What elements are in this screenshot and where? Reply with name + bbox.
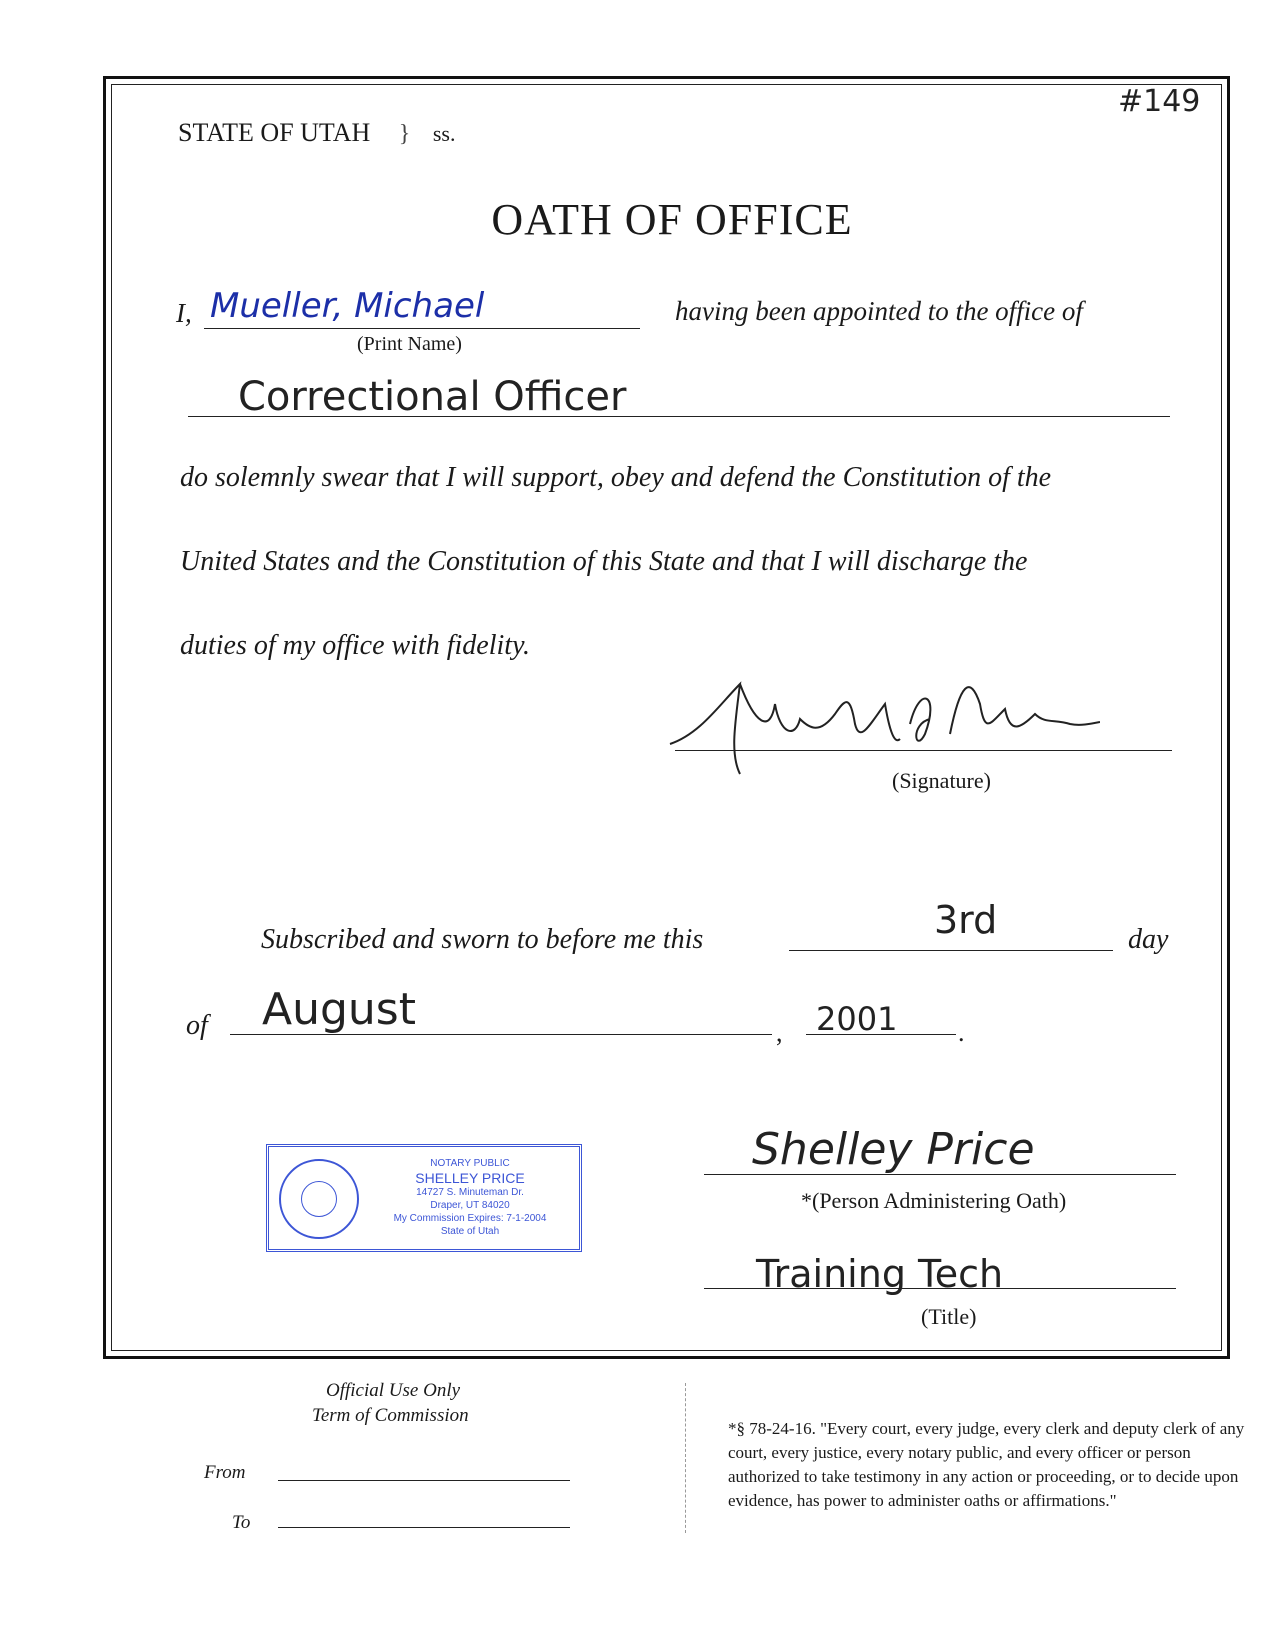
notary-stamp-text <box>365 1157 575 1238</box>
of-label: of <box>186 1010 208 1041</box>
from-label: From <box>204 1462 246 1483</box>
day-handwritten: 3rd <box>934 898 998 942</box>
title-line <box>704 1288 1176 1289</box>
signature-label: (Signature) <box>892 768 991 793</box>
subscribed-text: Subscribed and sworn to before me this <box>261 924 704 955</box>
title-handwritten: Training Tech <box>756 1252 1004 1296</box>
footer-divider <box>685 1383 686 1533</box>
state-seal-icon <box>279 1159 359 1239</box>
print-name-label: (Print Name) <box>357 333 462 355</box>
notary-line-3: 14727 S. Minuteman Dr. <box>416 1187 524 1198</box>
statute-text: *§ 78-24-16. "Every court, every judge, every clerk and deputy clerk of any court, every justice, every notary public, and every officer or person authorized to take testimony in any action or proceeding, or to decide upon evidence, has power to administer oaths or affirmations." <box>728 1419 1245 1510</box>
name-handwritten: Mueller, Michael <box>210 286 485 326</box>
notary-stamp <box>266 1144 582 1252</box>
oath-line-1: do solemnly swear that I will support, obey and defend the Constitution of the <box>180 462 1052 493</box>
notary-line-5: My Commission Expires: 7-1-2004 <box>393 1213 547 1224</box>
administrator-handwritten: Shelley Price <box>752 1124 1035 1175</box>
administrator-line <box>704 1174 1176 1175</box>
appointed-text: having been appointed to the office of <box>675 296 1083 326</box>
notary-line-4: Draper, UT 84020 <box>430 1200 510 1211</box>
title-label: (Title) <box>921 1304 977 1329</box>
day-label: day <box>1128 924 1169 955</box>
year-line <box>806 1034 956 1035</box>
administrator-label: *(Person Administering Oath) <box>801 1188 1067 1213</box>
name-line <box>204 328 640 329</box>
from-line <box>278 1480 570 1481</box>
month-line <box>230 1034 772 1035</box>
signature-mark <box>660 664 1100 794</box>
brace: } <box>398 121 411 147</box>
office-handwritten: Correctional Officer <box>238 374 627 420</box>
month-handwritten: August <box>262 984 416 1035</box>
period: . <box>958 1018 965 1047</box>
to-line <box>278 1527 570 1528</box>
year-handwritten: 2001 <box>816 1000 898 1038</box>
document-number: #149 <box>1118 84 1201 119</box>
state-of-utah: STATE OF UTAH <box>178 118 371 147</box>
ss-label: ss. <box>432 121 456 146</box>
state-line <box>178 118 455 148</box>
notary-line-6: State of Utah <box>440 1226 500 1237</box>
day-line <box>789 950 1113 951</box>
signature-line <box>675 750 1172 751</box>
to-label: To <box>232 1512 251 1533</box>
oath-line-2: United States and the Constitution of this State and that I will discharge the <box>180 546 1028 577</box>
notary-line-1: NOTARY PUBLIC <box>430 1158 510 1169</box>
page-title: OATH OF OFFICE <box>491 195 853 244</box>
i-prefix: I, <box>176 298 192 328</box>
comma: , <box>776 1018 783 1047</box>
notary-line-2: SHELLEY PRICE <box>415 1170 525 1186</box>
official-use-label: Official Use Only <box>326 1380 461 1401</box>
term-of-commission-label: Term of Commission <box>312 1405 469 1426</box>
oath-line-3: duties of my office with fidelity. <box>180 630 530 661</box>
office-line <box>188 416 1170 417</box>
